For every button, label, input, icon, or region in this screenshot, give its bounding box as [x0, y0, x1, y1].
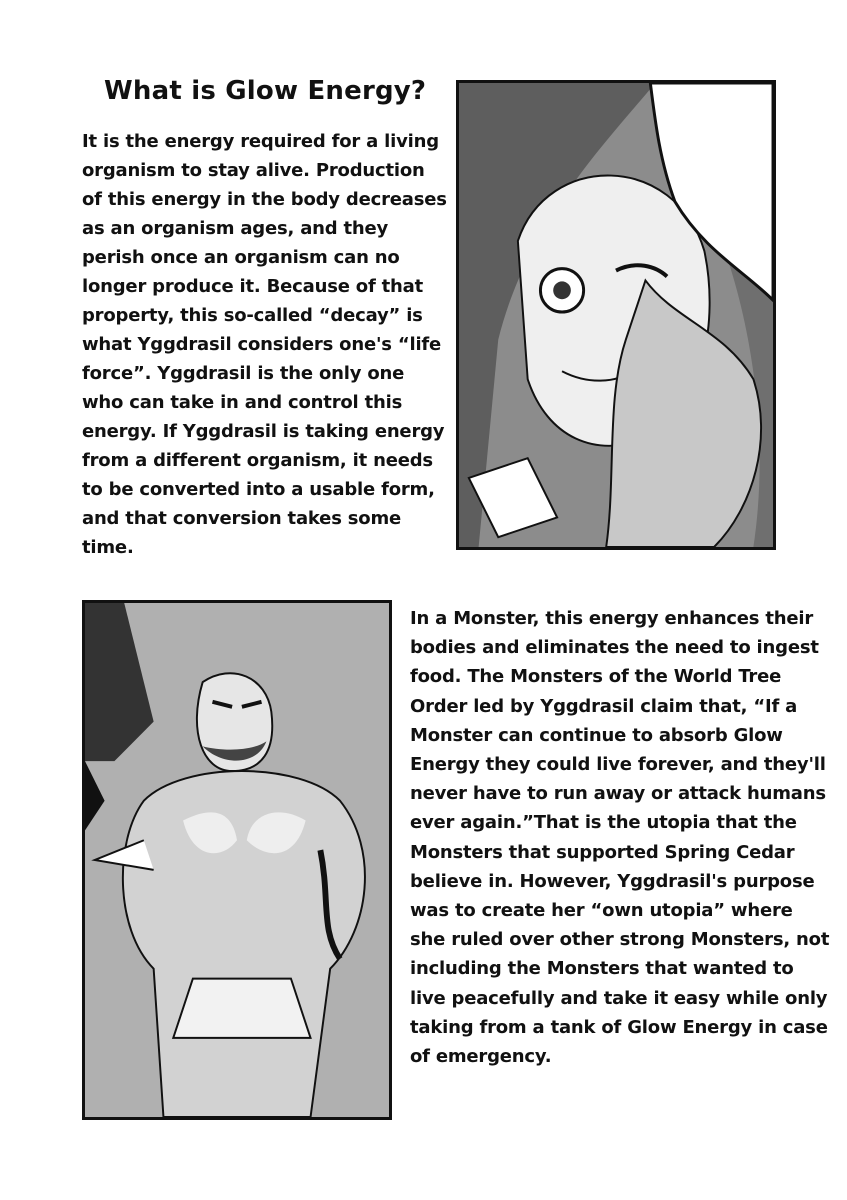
explanation-text-top: It is the energy required for a living organism to stay alive. Production of this energy in the body decreases as an organism ages, and they perish once an organism can no longer produce it. Because of that property, this so-called “decay” is what Yggdrasil considers one's “life force”. Yggdrasil is the only one who can take in and control this energy. If Yggdrasil is taking energy from a different organism, it needs to be converted into a usable form, and that conversion takes some time. [82, 131, 447, 558]
explanation-text-bottom: In a Monster, this energy enhances their bodies and eliminates the need to ingest food. The Monsters of the World Tree Order led by Yggdrasil claim that, “If a Monster can continue to absorb Glow Energy they could live forever, and they'll never have to run away or attack humans ever again.”That is the utopia that the Monsters that supported Spring Cedar believe in. However, Yggdrasil's purpose was to create her “own utopia” where she ruled over other strong Monsters, not including the Monsters that wanted to live peacefully and take it easy while only taking from a tank of Glow Energy in case of emergency. [410, 608, 830, 1068]
monster-illustration [85, 603, 389, 1117]
page-title: What is Glow Energy? [104, 76, 427, 106]
woman-illustration [459, 83, 773, 547]
manga-panel-woman [456, 80, 776, 550]
manga-panel-monster [82, 600, 392, 1120]
